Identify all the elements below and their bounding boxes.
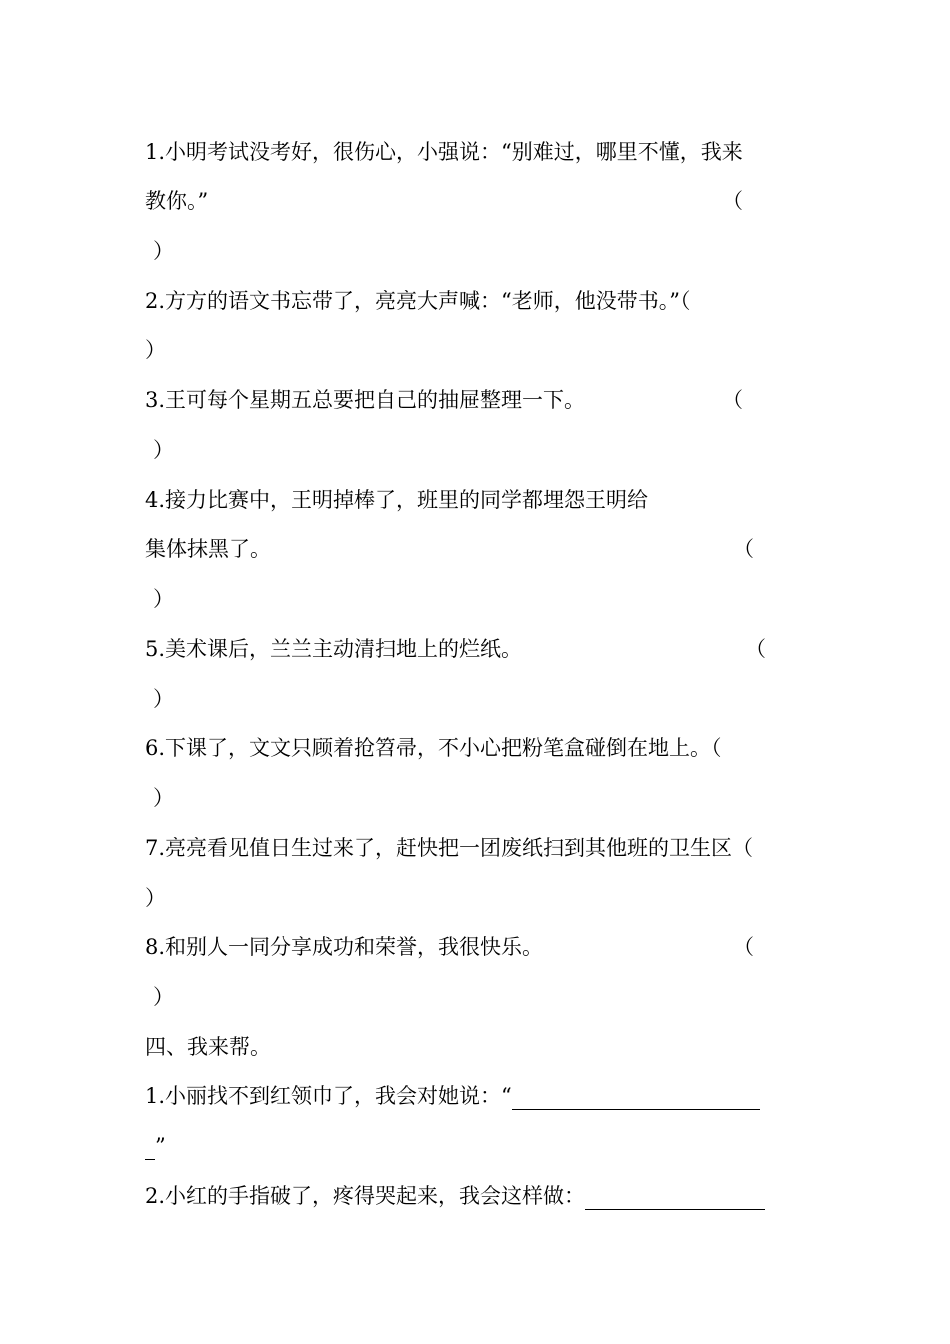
item-6-close-paren: ）	[153, 786, 174, 810]
item-2-close-paren: ）	[145, 338, 166, 362]
section-4-q1	[145, 1082, 760, 1110]
q2-answer-blank[interactable]	[585, 1187, 765, 1210]
item-1-open-paren: （	[722, 189, 743, 213]
item-4-open-paren: （	[733, 537, 754, 561]
section-4-q1-close-quote: ”	[155, 1134, 166, 1158]
item-3-open-paren: （	[722, 388, 743, 412]
item-4-line2: 集体抹黑了。	[145, 537, 271, 561]
q1-answer-blank[interactable]	[512, 1087, 760, 1110]
item-3-close-paren: ）	[153, 438, 174, 462]
item-3-line1: 3.王可每个星期五总要把自己的抽屉整理一下。	[145, 388, 586, 412]
item-7-line1: 7.亮亮看见值日生过来了，赶快把一团废纸扫到其他班的卫生区（	[145, 836, 754, 860]
item-2-line1: 2.方方的语文书忘带了，亮亮大声喊：“老师，他没带书。”（	[145, 289, 691, 313]
item-1-close-paren: ）	[153, 239, 174, 263]
section-4-q1-text: 1.小丽找不到红领巾了，我会对她说：“	[145, 1084, 512, 1108]
item-8-open-paren: （	[733, 935, 754, 959]
item-8-line1: 8.和别人一同分享成功和荣誉，我很快乐。	[145, 935, 544, 959]
item-5-line1: 5.美术课后，兰兰主动清扫地上的烂纸。	[145, 637, 523, 661]
item-5-close-paren: ）	[153, 687, 174, 711]
section-4-q2	[145, 1182, 765, 1210]
item-6-line1: 6.下课了，文文只顾着抢笤帚，不小心把粉笔盒碰倒在地上。（	[145, 736, 722, 760]
item-5-open-paren: （	[745, 637, 766, 661]
section-4-q2-text: 2.小红的手指破了，疼得哭起来，我会这样做：	[145, 1184, 586, 1208]
item-8-close-paren: ）	[153, 985, 174, 1009]
item-4-close-paren: ）	[153, 587, 174, 611]
section-4-q1-end	[145, 1132, 166, 1160]
item-1-line2: 教你。”	[145, 189, 209, 213]
q1-answer-blank-cont[interactable]	[145, 1137, 155, 1160]
item-7-close-paren: ）	[145, 886, 166, 910]
item-4-line1: 4.接力比赛中，王明掉棒了，班里的同学都埋怨王明给	[145, 488, 649, 512]
section-4-heading: 四、我来帮。	[145, 1035, 271, 1059]
item-1-line1: 1.小明考试没考好，很伤心，小强说：“别难过，哪里不懂，我来	[145, 140, 743, 164]
